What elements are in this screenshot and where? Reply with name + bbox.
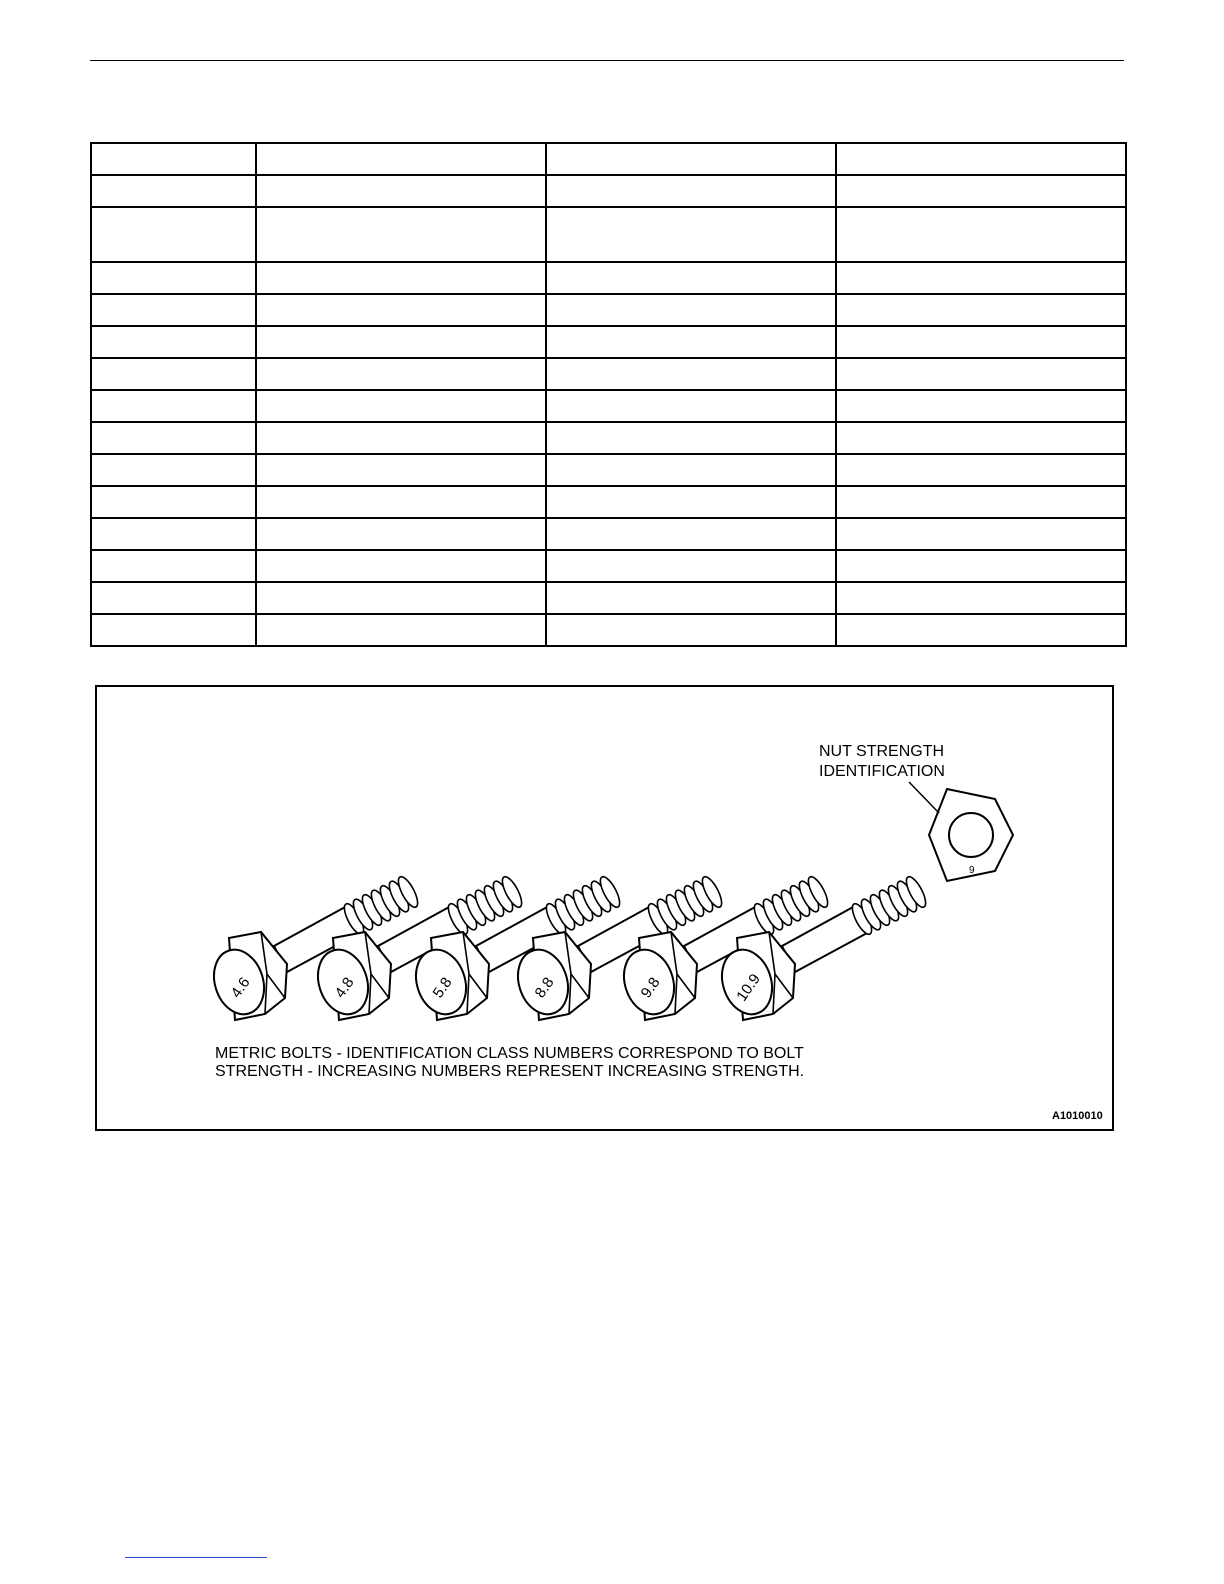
table-row <box>91 294 1126 326</box>
table-cell <box>546 262 836 294</box>
bolt-class-label: 8.8 <box>531 974 558 1002</box>
nut-label-line2: IDENTIFICATION <box>819 763 945 780</box>
bolt-group <box>206 874 929 1021</box>
table-row <box>91 326 1126 358</box>
table-cell <box>836 294 1126 326</box>
bolt-class-label: 9.8 <box>637 974 664 1002</box>
table-cell <box>256 143 546 175</box>
table-cell <box>256 326 546 358</box>
table-cell <box>836 358 1126 390</box>
table-row <box>91 143 1126 175</box>
table-row <box>91 175 1126 207</box>
bolt-illustration <box>97 687 1112 1129</box>
table-cell <box>256 422 546 454</box>
table-cell <box>91 486 256 518</box>
table-row <box>91 390 1126 422</box>
nut-leader-line <box>909 782 939 813</box>
table-row <box>91 454 1126 486</box>
table-cell <box>546 550 836 582</box>
nut-class-label: 9 <box>969 865 975 876</box>
table-cell <box>91 207 256 262</box>
table-cell <box>546 486 836 518</box>
table-cell <box>256 614 546 646</box>
table-cell <box>256 582 546 614</box>
table-row <box>91 422 1126 454</box>
table-cell <box>91 175 256 207</box>
table-cell <box>546 143 836 175</box>
table-cell <box>91 518 256 550</box>
table-cell <box>91 294 256 326</box>
table-cell <box>836 422 1126 454</box>
bolt-class-label: 5.8 <box>429 974 456 1002</box>
table-cell <box>546 294 836 326</box>
specification-table <box>90 142 1127 647</box>
table-cell <box>91 262 256 294</box>
table-cell <box>836 143 1126 175</box>
bolt-class-label: 4.6 <box>227 974 254 1002</box>
table-cell <box>836 454 1126 486</box>
table-row <box>91 550 1126 582</box>
caption-line1: METRIC BOLTS - IDENTIFICATION CLASS NUMBERS CORRESPOND TO BOLT <box>215 1045 804 1062</box>
table-cell <box>91 143 256 175</box>
table-cell <box>546 358 836 390</box>
nut-label-line1: NUT STRENGTH <box>819 743 945 760</box>
table-cell <box>91 422 256 454</box>
table-row <box>91 518 1126 550</box>
table-cell <box>836 175 1126 207</box>
bolt-class-label: 10.9 <box>733 970 764 1005</box>
table-row <box>91 358 1126 390</box>
table-cell <box>836 486 1126 518</box>
table-cell <box>256 550 546 582</box>
table-cell <box>91 582 256 614</box>
table-cell <box>91 326 256 358</box>
table-cell <box>836 582 1126 614</box>
table-cell <box>91 358 256 390</box>
caption-line2: STRENGTH - INCREASING NUMBERS REPRESENT INCREASING STRENGTH. <box>215 1063 805 1080</box>
table-cell <box>91 550 256 582</box>
header-rule <box>90 60 1124 61</box>
table-cell <box>91 390 256 422</box>
table-cell <box>546 175 836 207</box>
table-cell <box>91 454 256 486</box>
table-cell <box>836 262 1126 294</box>
table-cell <box>836 326 1126 358</box>
table-cell <box>256 175 546 207</box>
bolt-class-label: 4.8 <box>331 974 358 1002</box>
table-row <box>91 582 1126 614</box>
table-cell <box>836 614 1126 646</box>
table-cell <box>836 390 1126 422</box>
footer-link-underline <box>125 1557 267 1558</box>
table-cell <box>256 390 546 422</box>
bolt-identification-figure <box>95 685 1114 1131</box>
table-cell <box>836 207 1126 262</box>
table-cell <box>546 454 836 486</box>
table-cell <box>256 358 546 390</box>
table-cell <box>256 454 546 486</box>
table-cell <box>256 518 546 550</box>
table-cell <box>256 294 546 326</box>
table-cell <box>546 207 836 262</box>
table-cell <box>546 390 836 422</box>
table-cell <box>546 326 836 358</box>
table-row <box>91 207 1126 262</box>
table-cell <box>836 518 1126 550</box>
table-cell <box>256 207 546 262</box>
table-cell <box>836 550 1126 582</box>
table-row <box>91 614 1126 646</box>
table-cell <box>256 486 546 518</box>
table-cell <box>91 614 256 646</box>
table-row <box>91 486 1126 518</box>
table-cell <box>546 582 836 614</box>
figure-id: A1010010 <box>1052 1110 1103 1122</box>
table-cell <box>256 262 546 294</box>
table-cell <box>546 518 836 550</box>
table-row <box>91 262 1126 294</box>
table-cell <box>546 422 836 454</box>
table-cell <box>546 614 836 646</box>
nut-icon <box>929 789 1013 881</box>
